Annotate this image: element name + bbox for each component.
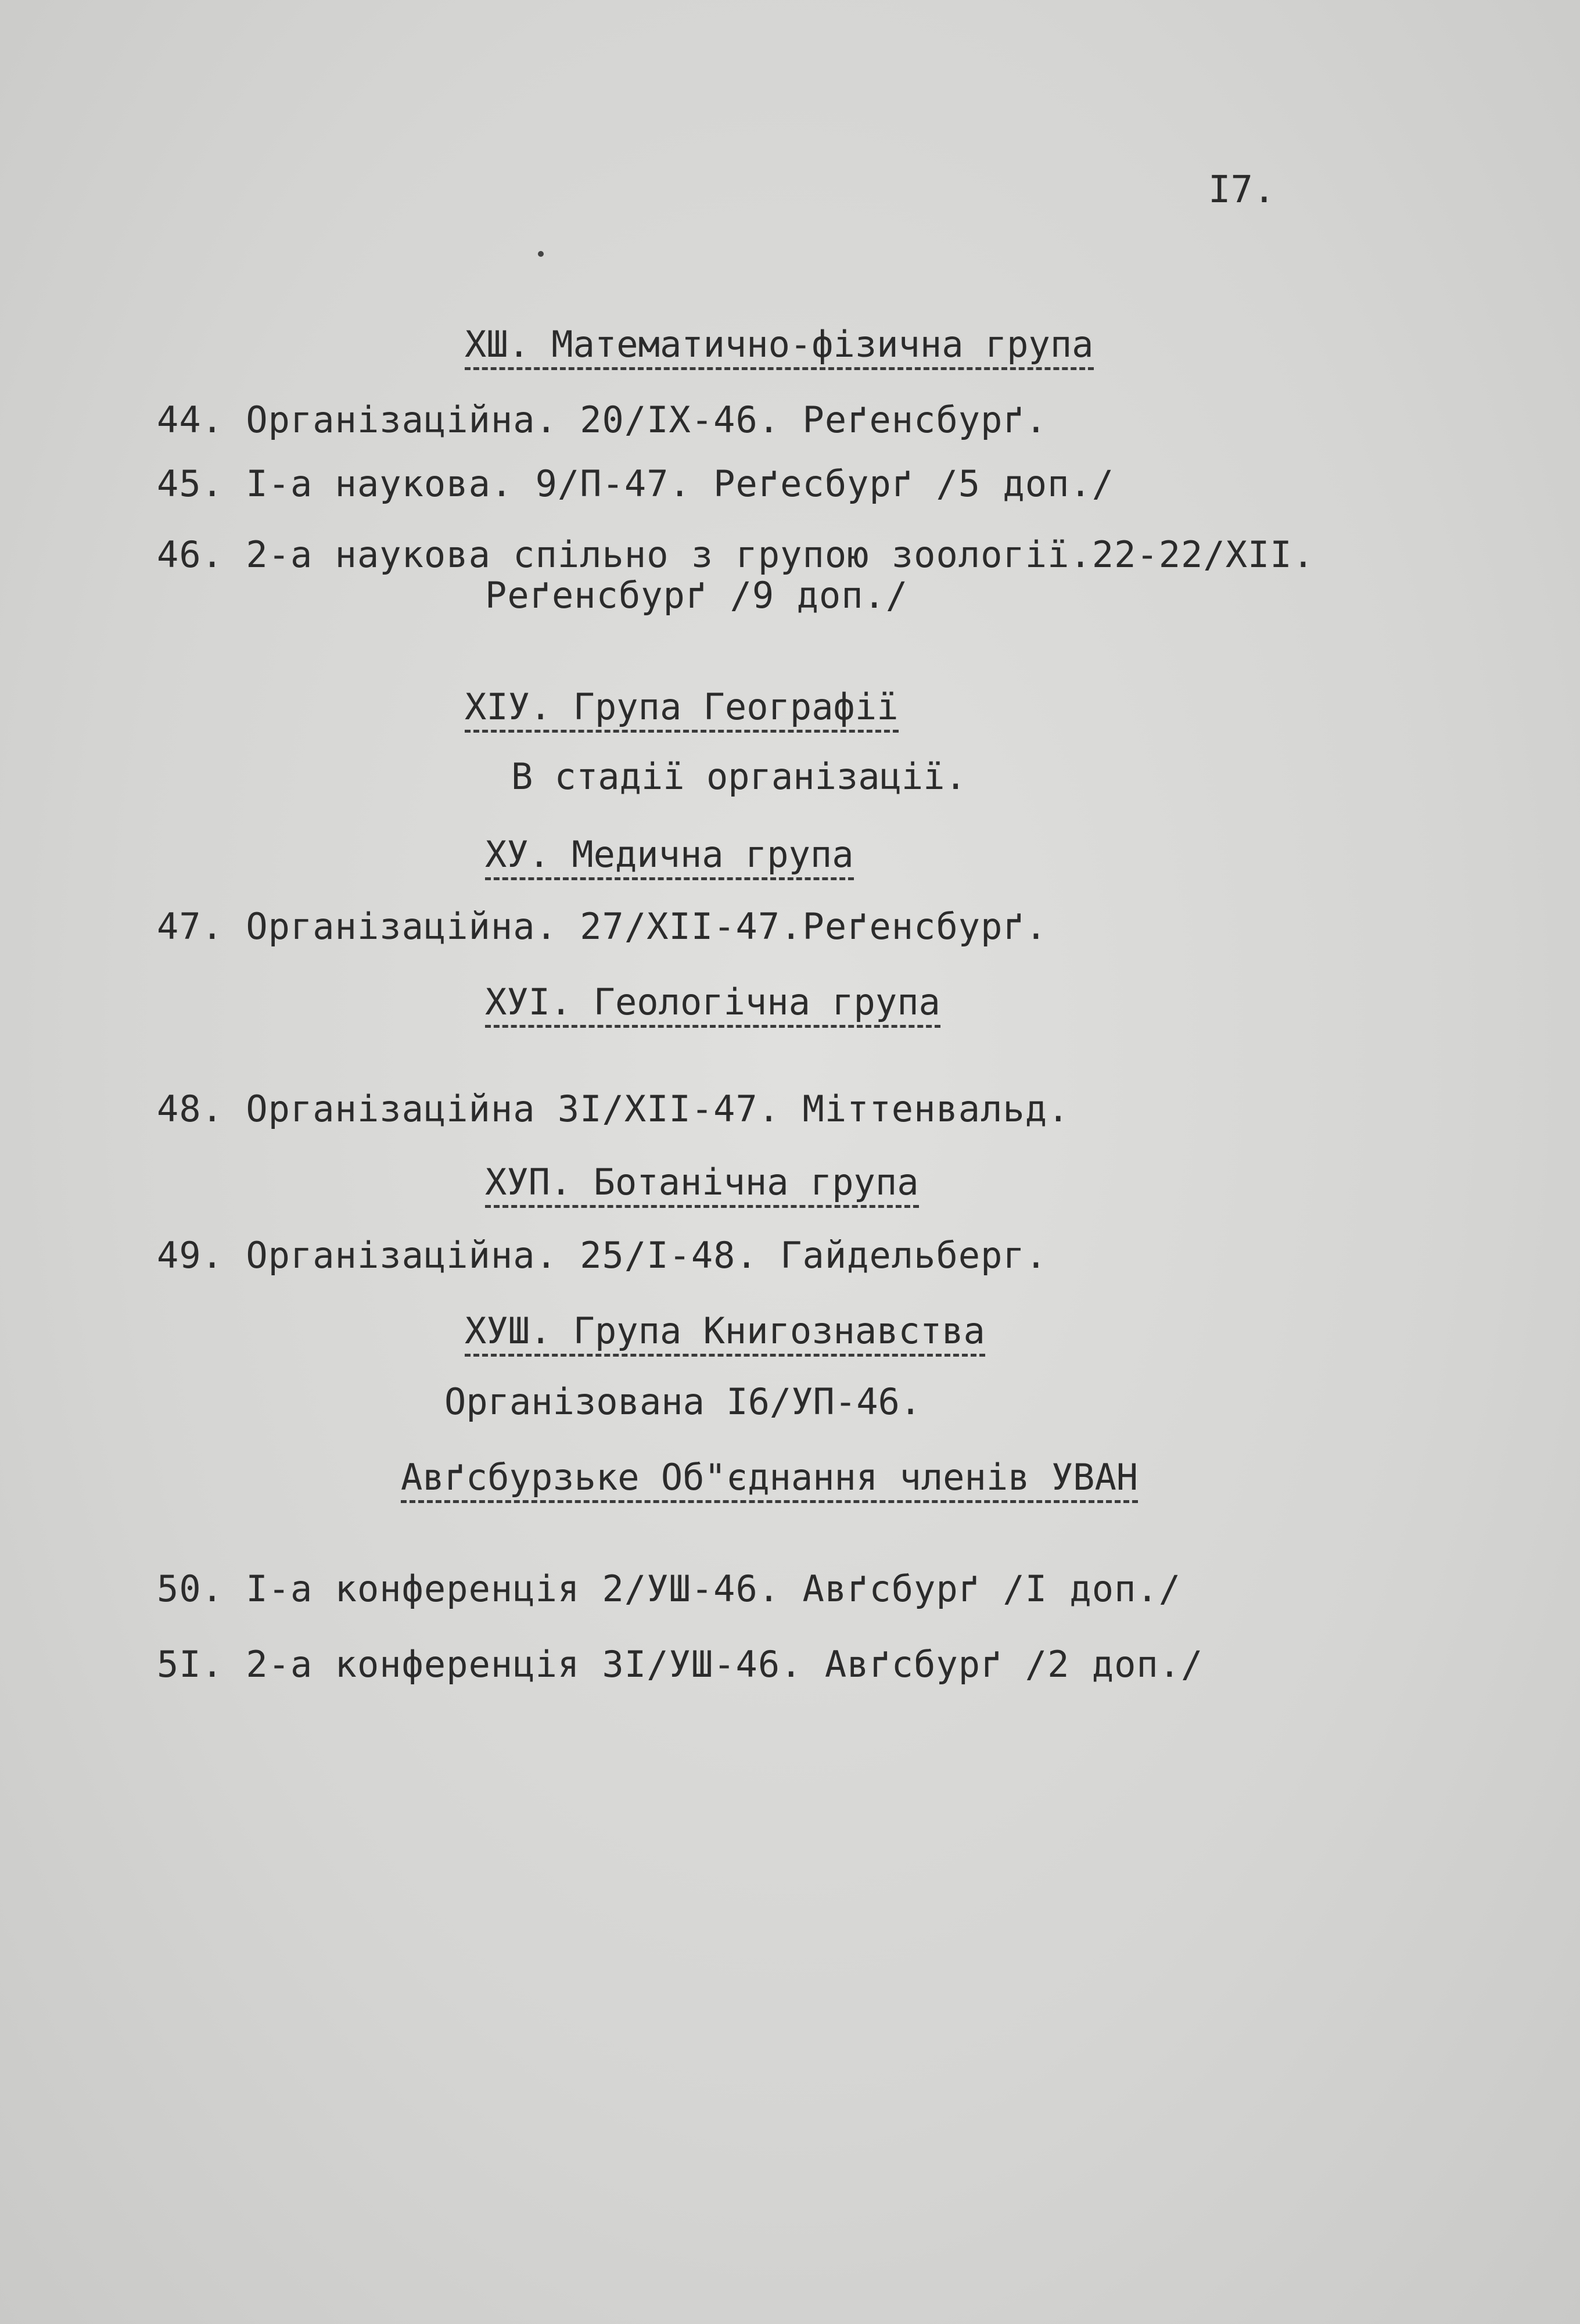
entry-text: Організаційна. 27/XII-47.Реґенсбурґ. xyxy=(246,905,1048,948)
section-note-geography: В стадії організації. xyxy=(511,755,967,798)
section-heading-botany: ХУП. Ботанічна група xyxy=(485,1162,919,1208)
entry-number: 47. xyxy=(157,905,224,948)
entry-text: Організаційна. 25/I-48. Гайдельберг. xyxy=(246,1234,1048,1276)
entry-number: 46. xyxy=(157,533,224,576)
page-number: I7. xyxy=(1208,168,1276,211)
entry-51 xyxy=(157,1644,1203,1685)
entry-number: 44. xyxy=(157,399,224,441)
section-heading-bibliology: ХУШ. Група Книгознавства xyxy=(465,1311,985,1357)
ink-dot xyxy=(538,251,544,257)
entry-number: 49. xyxy=(157,1234,224,1276)
entry-45 xyxy=(157,464,1114,504)
entry-50 xyxy=(157,1569,1181,1609)
entry-44 xyxy=(157,400,1047,440)
entry-number: 45. xyxy=(157,462,224,505)
entry-text: 2-а наукова спільно з групою зоології.22-22/XII. xyxy=(246,533,1315,576)
section-note-bibliology: Організована I6/УП-46. xyxy=(444,1380,922,1423)
entry-number: 5I. xyxy=(157,1643,224,1685)
section-heading-math-physics: ХШ. Математично-фізична група xyxy=(465,324,1094,370)
entry-text: I-а конференція 2/УШ-46. Авґсбурґ /I доп./ xyxy=(246,1568,1182,1610)
entry-text: 2-а конференція 3I/УШ-46. Авґсбурґ /2 доп./ xyxy=(246,1643,1204,1685)
entry-text: I-а наукова. 9/П-47. Реґесбурґ /5 доп./ xyxy=(246,462,1115,505)
section-heading-augsburg: Авґсбурзьке Об"єднання членів УВАН xyxy=(401,1457,1138,1503)
section-heading-medical: ХУ. Медична група xyxy=(485,834,854,880)
section-heading-geology: ХУI. Геологічна група xyxy=(485,982,940,1028)
entry-46 xyxy=(157,535,1315,575)
entry-49 xyxy=(157,1235,1047,1276)
section-heading-geography: XIУ. Група Географії xyxy=(465,687,899,733)
entry-number: 48. xyxy=(157,1088,224,1130)
entry-number: 50. xyxy=(157,1568,224,1610)
entry-46-continuation: Реґенсбурґ /9 доп./ xyxy=(485,574,909,616)
entry-text: Організаційна 3I/XII-47. Міттенвальд. xyxy=(246,1088,1070,1130)
entry-48 xyxy=(157,1089,1069,1129)
entry-text: Організаційна. 20/IX-46. Реґенсбурґ. xyxy=(246,399,1048,441)
entry-47 xyxy=(157,906,1047,947)
